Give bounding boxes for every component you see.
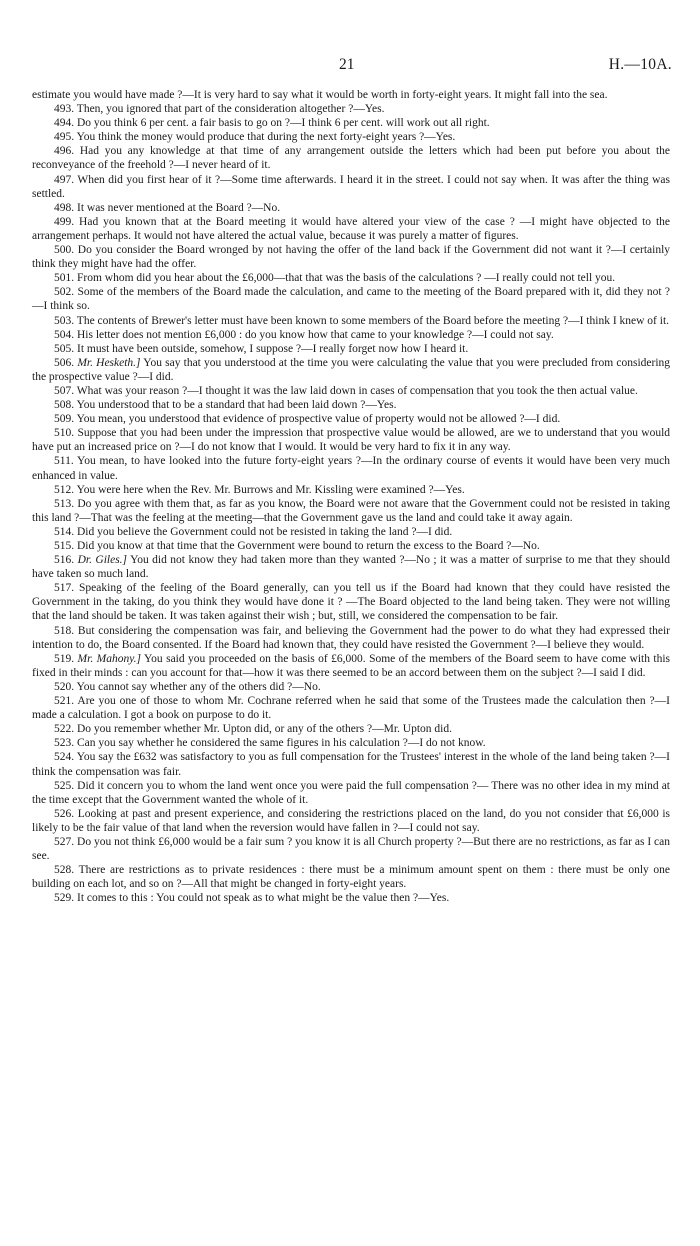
qa-paragraph [32, 271, 670, 285]
qa-paragraph [32, 722, 670, 736]
question-answer-text: You mean, you understood that evidence of prospective value of property would not be allowed ?—I did. [76, 413, 561, 426]
qa-paragraph [32, 863, 670, 891]
question-number: 499. [54, 215, 75, 228]
qa-paragraph [32, 356, 670, 384]
qa-paragraph [32, 144, 670, 172]
question-answer-text: Suppose that you had been under the impression that prospective value would be allowed, are we to understand that you would have put an increased price on ?—I do not know that I would. It would be very hard to fix it in any way. [32, 427, 671, 454]
qa-paragraph [32, 581, 670, 623]
qa-paragraph [32, 736, 670, 750]
question-answer-text: Did you believe the Government could not be resisted in taking the land ?—I did. [77, 525, 453, 538]
qa-paragraph [32, 130, 670, 144]
question-answer-text: Did it concern you to whom the land went once you were paid the full compensation ?— There was no other idea in my mind at the time except that the Government wanted the whole of it. [32, 779, 670, 806]
question-answer-text: Looking at past and present experience, and considering the restrictions placed on the land, do you not consider that £6,000 is likely to be the fair value of that land when the reversion would have fallen in ?—I could not say. [32, 807, 671, 834]
question-number: 511. [54, 455, 74, 468]
question-answer-text: When did you first hear of it ?—Some time afterwards. I heard it in the street. I could not say when. It was after the thing was settled. [32, 173, 670, 200]
qa-paragraph [32, 539, 670, 553]
question-number: 520. [54, 680, 75, 693]
qa-paragraph [32, 525, 670, 539]
qa-paragraph [32, 173, 670, 201]
question-number: 502. [54, 286, 75, 299]
question-answer-text: Do you agree with them that, as far as you know, the Board were not aware that the Government could not be resisted in taking this land ?—That was the feeling at the meeting—that the Government gave us the land and could take it away again. [32, 497, 670, 524]
question-answer-text: Can you say whether he considered the same figures in his calculation ?—I do not know. [77, 737, 486, 750]
question-number: 514. [54, 525, 75, 538]
evidence-transcript [32, 88, 670, 905]
qa-paragraph [32, 426, 670, 454]
question-number: 503. [54, 314, 75, 327]
question-answer-text: Do you think 6 per cent. a fair basis to go on ?—I think 6 per cent. will work out all right. [77, 117, 490, 130]
question-answer-text: Did you know at that time that the Government were bound to return the excess to the Board ?—No. [77, 540, 540, 552]
question-answer-text: It must have been outside, somehow, I suppose ?—I really forget now how I heard it. [77, 342, 469, 355]
page-number: 21 [339, 56, 355, 73]
question-number: 524. [54, 751, 75, 764]
question-answer-text: You say the £632 was satisfactory to you as full compensation for the Trustees' interest in the whole of the land being taken ?—I think the compensation was fair. [32, 751, 670, 778]
question-number: 507. [54, 384, 75, 397]
speaker-label: Mr. Mahony.] [77, 652, 142, 665]
speaker-label: Dr. Giles.] [77, 554, 128, 567]
speaker-label: Mr. Hesketh.] [77, 356, 141, 369]
question-number: 528. [54, 864, 75, 877]
question-answer-text: Some of the members of the Board made the calculation, and came to the meeting of the Board prepared with it, did they not ?—I think so. [32, 286, 670, 313]
question-answer-text: His letter does not mention £6,000 : do you know how that came to your knowledge ?—I could not say. [77, 328, 554, 341]
qa-paragraph [32, 328, 670, 342]
question-answer-text: Had you known that at the Board meeting it would have altered your view of the case ? —I might have objected to the arrangement perhaps. It would not have altered the actual value, because it was purely a matter of figures. [32, 215, 670, 242]
question-answer-text: It was never mentioned at the Board ?—No. [77, 201, 281, 214]
question-number: 508. [54, 399, 75, 412]
qa-paragraph [32, 553, 670, 581]
question-answer-text: You said you proceeded on the basis of £6,000. Some of the members of the Board seem to have come with this fixed in their minds : can you account for that—how it was there seemed to be an accord between them on the subject ?—I said I did. [32, 652, 671, 679]
question-number: 515. [54, 540, 75, 552]
qa-paragraph [32, 285, 670, 313]
question-number: 516. [54, 554, 75, 567]
question-number: 517. [54, 582, 75, 595]
question-answer-text: There are restrictions as to private residences : there must be a minimum amount spent on them : there must be only one building on each lot, and so on ?—All that might be changed in forty-eight years. [32, 864, 671, 891]
qa-paragraph [32, 497, 670, 525]
question-answer-text: From whom did you hear about the £6,000—that that was the basis of the calculations ? —I really could not tell you. [77, 272, 616, 285]
qa-paragraph [32, 694, 670, 722]
question-answer-text: Speaking of the feeling of the Board generally, can you tell us if the Board had known that they could have resisted the Government in the taking, do you think they would have done it ? —The Board objected to the land being taken. They were not willing that the land should be taken. It was taken against their wish ; but, still, we considered the compensation to be fair. [32, 582, 671, 623]
question-number: 505. [54, 342, 75, 355]
qa-paragraph [32, 750, 670, 778]
question-number: 522. [54, 723, 75, 736]
question-number: 494. [54, 117, 75, 130]
question-answer-text: You were here when the Rev. Mr. Burrows and Mr. Kissling were examined ?—Yes. [76, 483, 465, 496]
question-number: 518. [54, 624, 75, 637]
qa-paragraph [32, 201, 670, 215]
qa-paragraph [32, 384, 670, 398]
question-answer-text: It comes to this : You could not speak as to what might be the value then ?—Yes. [77, 892, 450, 905]
question-answer-text: You think the money would produce that during the next forty-eight years ?—Yes. [76, 131, 456, 144]
qa-paragraph [32, 102, 670, 116]
qa-paragraph [32, 314, 670, 328]
qa-paragraph [32, 215, 670, 243]
qa-paragraph [32, 243, 670, 271]
document-reference: H.—10A. [608, 56, 672, 73]
question-number: 509. [54, 413, 75, 426]
question-answer-text: You mean, to have looked into the future forty-eight years ?—In the ordinary course of events it would have been very much enhanced in value. [32, 455, 670, 482]
question-number: 498. [54, 201, 75, 214]
question-number: 526. [54, 807, 75, 820]
question-number: 504. [54, 328, 75, 341]
question-number: 512. [54, 483, 75, 496]
question-answer-text: Do you remember whether Mr. Upton did, or any of the others ?—Mr. Upton did. [77, 723, 452, 736]
question-number: 519. [54, 652, 75, 665]
question-number: 527. [54, 835, 75, 848]
question-number: 510. [54, 427, 75, 440]
question-answer-text: What was your reason ?—I thought it was the law laid down in cases of compensation that you took the then actual value. [76, 384, 638, 397]
question-number: 506. [54, 356, 75, 369]
question-answer-text: But considering the compensation was fair, and believing the Government had the power to do what they had expressed their intention to do, the Board consented. If the Board had known that, they could have resisted the Government ?—I believe they would. [32, 624, 670, 651]
question-number: 525. [54, 779, 75, 792]
question-number: 523. [54, 737, 75, 750]
question-number: 513. [54, 497, 75, 510]
question-answer-text: Had you any knowledge at that time of any arrangement outside the letters which had been put before you about the reconveyance of the freehold ?—I never heard of it. [32, 145, 670, 172]
qa-paragraph [32, 398, 670, 412]
question-answer-text: Do you not think £6,000 would be a fair sum ? you know it is all Church property ?—But there are no restrictions, as far as I can see. [32, 835, 671, 863]
qa-paragraph [32, 891, 670, 905]
qa-paragraph [32, 835, 670, 863]
question-answer-text: Are you one of those to whom Mr. Cochrane referred when he said that some of the Trustees made the calculation then ?—I made a calculation. I got a book on purpose to do it. [32, 695, 670, 722]
question-answer-text: You cannot say whether any of the others did ?—No. [76, 680, 321, 693]
question-number: 493. [54, 103, 75, 116]
page-header [0, 56, 700, 76]
question-answer-text: You understood that to be a standard that had been laid down ?—Yes. [76, 399, 397, 412]
question-answer-text: You say that you understood at the time you were calculating the value that you were precluded from considering the prospective value ?—I did. [32, 356, 671, 383]
question-answer-text: Do you consider the Board wronged by not having the offer of the land back if the Government did not want it ?—I certainly think they might have had the offer. [32, 244, 671, 271]
qa-paragraph [32, 624, 670, 652]
qa-paragraph [32, 680, 670, 694]
qa-paragraph [32, 652, 670, 680]
question-number: 501. [54, 272, 75, 285]
qa-paragraph [32, 483, 670, 497]
question-number: 496. [54, 145, 75, 158]
question-answer-text: Then, you ignored that part of the consideration altogether ?—Yes. [76, 103, 385, 116]
qa-paragraph [32, 454, 670, 482]
qa-paragraph [32, 779, 670, 807]
qa-paragraph [32, 116, 670, 130]
qa-paragraph [32, 342, 670, 356]
qa-paragraph [32, 412, 670, 426]
question-answer-text: You did not know they had taken more than they wanted ?—No ; it was a matter of surprise to me that they should have taken so much land. [32, 554, 670, 581]
question-number: 521. [54, 695, 75, 708]
question-number: 495. [54, 131, 75, 144]
question-number: 500. [54, 244, 75, 257]
question-answer-text: The contents of Brewer's letter must have been known to some members of the Board before the meeting ?—I think I knew of it. [76, 314, 670, 327]
question-number: 497. [54, 173, 75, 186]
continuation-paragraph: estimate you would have made ?—It is very hard to say what it would be worth in forty-eight years. It might fall into the sea. [32, 89, 608, 101]
qa-paragraph [32, 807, 670, 835]
question-number: 529. [54, 892, 75, 905]
